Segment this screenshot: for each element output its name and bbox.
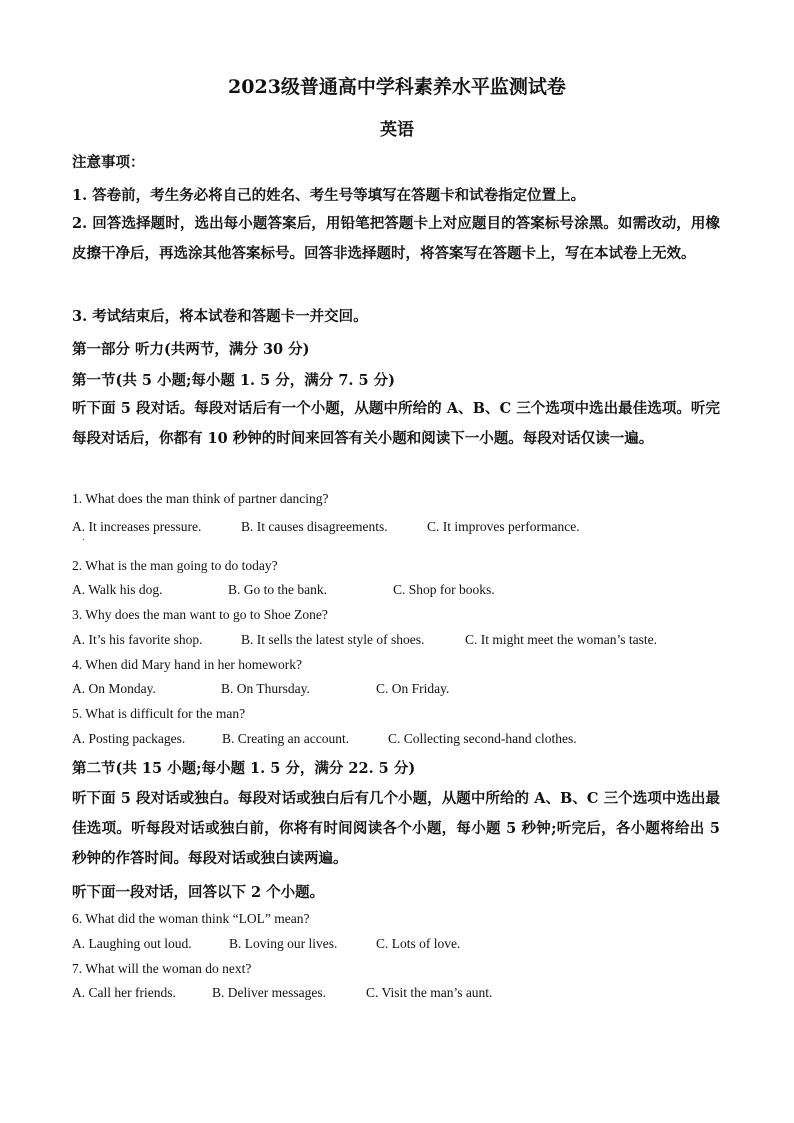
question-7-stem: 7. What will the woman do next? [72, 961, 252, 976]
stray-mark: . [82, 533, 85, 543]
section2-heading: 第二节(共 15 小题;每小题 1. 5 分，满分 22. 5 分) [72, 760, 416, 777]
question-5-stem: 5. What is difficult for the man? [72, 706, 246, 721]
question-4-option-c: C. On Friday. [376, 681, 450, 696]
note-item-2: 2. 回答选择题时，选出每小题答案后，用铅笔把答题卡上对应题目的答案标号涂黑。如需改动，用橡皮擦干净后，再选涂其他答案标号。回答非选择题时，将答案写在答题卡上，写在本试卷上无效。 [72, 215, 720, 262]
question-7-option-c: C. Visit the man’s aunt. [366, 985, 493, 1000]
question-2-option-a: A. Walk his dog. [72, 582, 163, 597]
section1-heading: 第一节(共 5 小题;每小题 1. 5 分，满分 7. 5 分) [72, 372, 395, 389]
question-2-stem: 2. What is the man going to do today? [72, 558, 278, 573]
question-1-option-c: C. It improves performance. [427, 519, 580, 534]
section1-instructions: 听下面 5 段对话。每段对话后有一个小题，从题中所给的 A、B、C 三个选项中选出最佳选项。听完每段对话后，你都有 10 秒钟的时间来回答有关小题和阅读下一小题。每段对话仅读一遍。 [72, 400, 720, 447]
question-3-option-b: B. It sells the latest style of shoes. [241, 632, 425, 647]
question-6-option-b: B. Loving our lives. [229, 936, 338, 951]
question-2-option-b: B. Go to the bank. [228, 582, 327, 597]
note-item-3: 3. 考试结束后，将本试卷和答题卡一并交回。 [72, 308, 368, 325]
question-5-option-b: B. Creating an account. [222, 731, 350, 746]
exam-title: 2023级普通高中学科素养水平监测试卷 [228, 76, 566, 98]
question-6-option-a: A. Laughing out loud. [72, 936, 192, 951]
group-intro: 听下面一段对话，回答以下 2 个小题。 [72, 884, 325, 901]
question-1-option-a: A. It increases pressure. [72, 519, 202, 534]
subject-title: 英语 [380, 120, 414, 140]
question-3-stem: 3. Why does the man want to go to Shoe Zone? [72, 607, 328, 622]
question-1-option-b: B. It causes disagreements. [241, 519, 388, 534]
question-5-option-a: A. Posting packages. [72, 731, 186, 746]
question-1-stem: 1. What does the man think of partner dancing? [72, 491, 329, 506]
part1-heading: 第一部分 听力(共两节，满分 30 分) [72, 341, 310, 358]
question-5-option-c: C. Collecting second-hand clothes. [388, 731, 577, 746]
question-7-option-a: A. Call her friends. [72, 985, 176, 1000]
question-4-stem: 4. When did Mary hand in her homework? [72, 657, 302, 672]
section2-instructions: 听下面 5 段对话或独白。每段对话或独白后有几个小题，从题中所给的 A、B、C 三个选项中选出最佳选项。听每段对话或独白前，你将有时间阅读各个小题，每小题 5 秒钟;听完后，各小题将给出 5 秒钟的作答时间。每段对话或独白读两遍。 [72, 790, 720, 867]
question-4-option-b: B. On Thursday. [221, 681, 310, 696]
question-4-option-a: A. On Monday. [72, 681, 156, 696]
question-7-option-b: B. Deliver messages. [212, 985, 326, 1000]
notes-heading: 注意事项： [72, 154, 145, 171]
question-6-option-c: C. Lots of love. [376, 936, 461, 951]
question-6-stem: 6. What did the woman think “LOL” mean? [72, 911, 310, 926]
question-3-option-a: A. It’s his favorite shop. [72, 632, 203, 647]
question-2-option-c: C. Shop for books. [393, 582, 495, 597]
note-item-1: 1. 答卷前，考生务必将自己的姓名、考生号等填写在答题卡和试卷指定位置上。 [72, 187, 586, 204]
question-3-option-c: C. It might meet the woman’s taste. [465, 632, 657, 647]
